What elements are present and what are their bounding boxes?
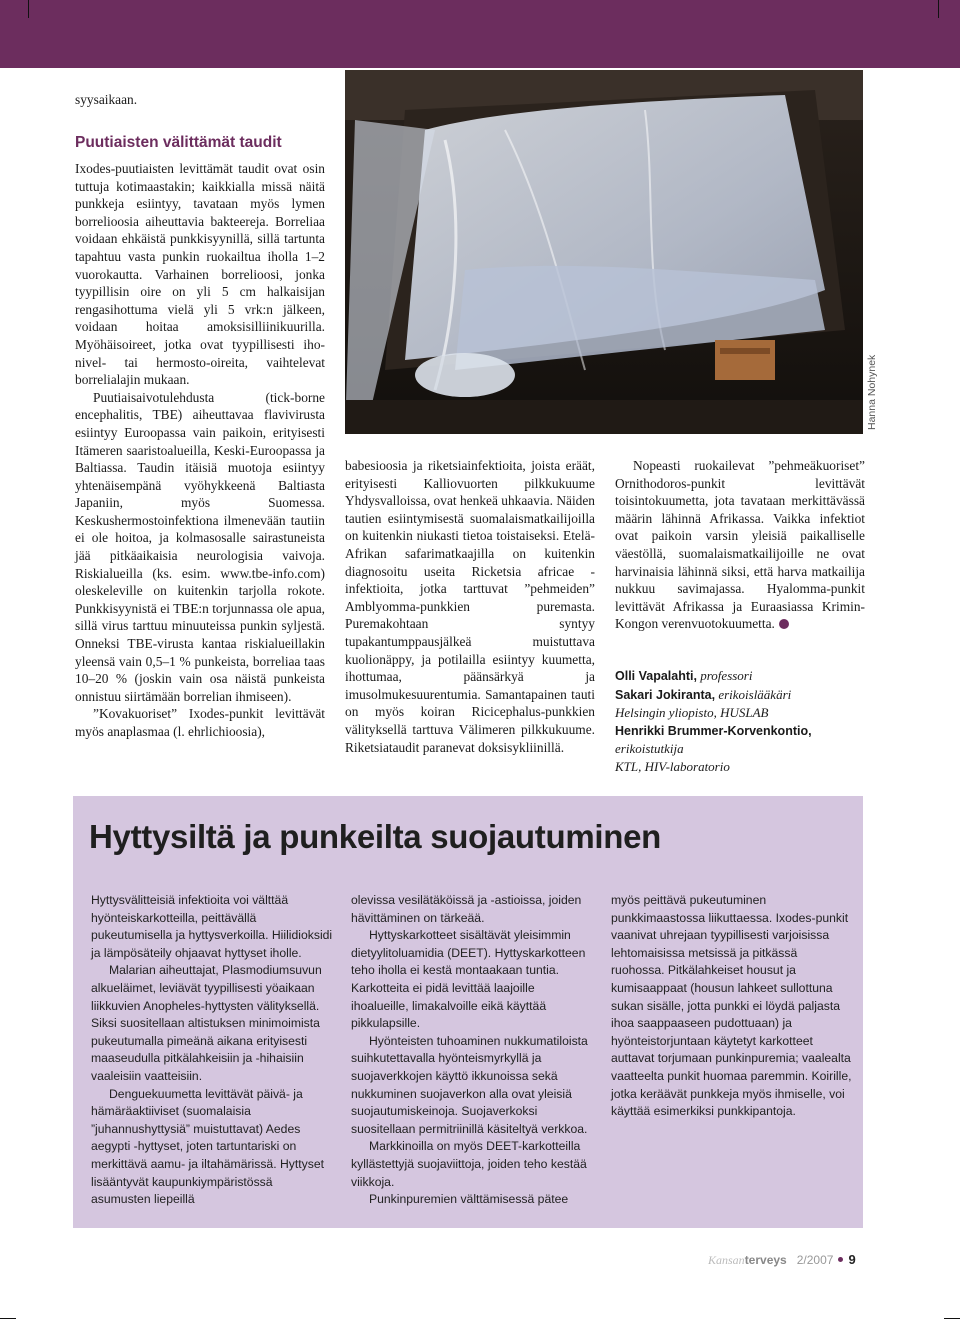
box-column-3 (611, 892, 853, 1121)
paragraph-with-end-mark (615, 457, 865, 633)
info-box (73, 796, 863, 1228)
paragraph: myös peittävä pukeutuminen punkkimaastossa liikuttaessa. Ixodes-punkit vaanivat uhrejaan tyypillisesti varjoisissa lehtomaisissa metsissä ja pitkässä ruohossa. Pitkälahkeiset housut ja kumisaappaat (housun lahkeet sullottuna sukan sisälle, jotta punkki ei löydä paljasta ihoa saappaaseen pudottuaan) ja hyönteistorjuntaan käytetyt karkotteet auttavat torjumaan punkinpuremia; vaalealta vaatteelta punkit huomaa paremmin. Koirille, jotka keräävät punkkeja myös ihmiselle, voi käyttää esimerkiksi punkkipantoja. (611, 893, 852, 1119)
paragraph: Ixodes-puutiaisten levittämät taudit ovat osin tuttuja kotimaastakin; kaikkialla missä näitä punkkeja esiintyy, tavataan myös lymen borrelioosia aiheuttavia bakteereja. Borreliaa voidaan ehkäistä punkkisyynillä, sillä tartunta tapahtuu vasta punkin ruokailtua iholla 1–2 vuorokautta. Varhainen borrelioosi, jonka tyypillisin oire on yli 5 cm halkaisijan rengasihottuma vielä yli 5 vrk:n jälkeen, voidaan hoitaa amoksisilliinikuurilla. Myöhäisoireet, jotka ovat tyypillisesti iho- nivel- tai hermosto-oireita, vaihtelevat borrelialajin mukaan. (75, 161, 325, 388)
magazine-name-part1: Kansan (708, 1253, 745, 1267)
lede-text: syysaikaan. (75, 92, 138, 107)
paragraph: Malarian aiheuttajat, Plasmodiumsuvun alkueläimet, leviävät tyypillisesti yöaikaan liikkuvien Anopheles-hyttysten välityksellä. Siksi suositellaan altistuksen minimoimista pukeutumalla pimeänä aikana erityisesti maaseudulla pitkälahkeisiin ja -hihaisiin vaaleisiin vaatteisiin. (91, 963, 322, 1083)
page-number: 9 (848, 1252, 856, 1267)
box-column-1 (91, 892, 333, 1209)
paragraph: Puutiaisaivotulehdusta (tick-borne encephalitis, TBE) aiheuttavaa flavivirusta esiintyy Euroopassa vain paikoin, erityisesti Itämeren saaristoalueilla, Keski-Euroopassa ja Baltiassa. Taudin itäisiä muotoja esiintyy yhtenäisempänä vyöhykkeenä Baltiasta Japaniin, myös Suomessa. Keskushermostoinfektiona ilmenevään tautiin ei ole hoitoa, ja kolmasosalle sairastuneista jää pitkäaikaisia neurologisia vaivoja. Riskialueilla (ks. esim. www.tbe-info.com) oleskeleville on kuitenkin tarjolla rokote. Punkkisyynistä ei TBE:n torjunnassa ole apua, sillä virus tarttuu minuuteissa punkin syljestä. Onneksi TBE-virusta kantaa riskialueillakin yleensä vain 0,5–1 % punkeista, borreliaa taas 10–20 % (joskin vain osa näistä punkeista onnistuu siirtämään borrelian ihmiseen). (75, 389, 325, 704)
crop-mark (0, 1318, 16, 1319)
author-line: Sakari Jokiranta, erikoislääkäri (615, 686, 792, 702)
right-column (615, 457, 865, 633)
crop-mark (944, 1318, 960, 1319)
paragraph: babesioosia ja riketsiainfektioita, joista eräät, erityisesti Kalliovuorten pilkkukuume Yhdysvalloissa, ovat henkeä uhkaavia. Näiden tautien esiintymisestä suomalaismatkailijoilla on kuitenkin niukasti tietoa toistaiseksi. Etelä-Afrikan safarimatkaajilla on kuitenkin diagnosoitu useita Ricketsia africae -infektioita, jotka tarttuvat ”pehmeiden” Amblyomma-punkkien puremasta. Puremakohtaan syntyy tupakantumppausjälkeä muistuttava kuolionäppy, ja potilailla esiintyy kuumetta, ihottumaa, päänsärkyä ja imusolmukesuurentumia. Samantapainen tauti on myös koiran Ricicephalus-punkkien välityksellä tarttuva Välimeren pilkkukuume. Riketsiataudit paranevat doksisykliinillä. (345, 458, 595, 755)
author-line: Helsingin yliopisto, HUSLAB (615, 705, 769, 721)
paragraph: Hyttyskarkotteet sisältävät yleisimmin dietyylitoluamidia (DEET). Hyttyskarkotteen teho iholla ei kestä montaakaan tuntia. Karkotteita ei pidä levittää laajoille ihoalueille, limakalvoille eikä käyttää pikkulapsille. (351, 928, 586, 1031)
paragraph: Punkinpuremien välttämisessä pätee (369, 1192, 569, 1207)
section-heading: Puutiaisten välittämät taudit (75, 134, 282, 151)
author-block (615, 667, 865, 776)
paragraph: olevissa vesilätäköissä ja -astioissa, joiden hävittäminen on tärkeää. (351, 893, 582, 925)
page-footer (708, 1252, 856, 1268)
magazine-name-part2: terveys (744, 1253, 787, 1267)
paragraph: Hyttysvälitteisiä infektioita voi välttää hyönteiskarkotteilla, peittävällä pukeutumisella ja hyttysverkoilla. Hiilidioksidi ja lämpösäteily ohjaavat hyttyset iholle. (91, 893, 333, 960)
end-of-article-bullet-icon (779, 619, 789, 629)
paragraph: Hyönteisten tuhoaminen nukkumatiloista suihkutettavalla hyönteismyrkyllä ja suojaverkkojen käyttö ikkunoissa sekä nukkuminen suojaverkon alla ovat yleisiä suojautumiskeinoja. Suojaverkoksi suositellaan permitriinillä käsiteltyä verkkoa. (351, 1033, 588, 1136)
paragraph: Nopeasti ruokailevat ”pehmeäkuoriset” Ornithodoros-punkit levittävät toisintokuumetta, jota tavataan merkittävässä määrin lähinnä Afrikassa. Vaikka infektiot ovat paikoin varsin yleisiä paikalliselle väestöllä, suomalaismatkailijoille ne ovat harvinaisia lähinnä siksi, että harva matkailija nukkuu savimajassa. Hyalomma-punkit levittävät Afrikassa ja Euraasiassa Krimin-Kongon verenvuotokuumetta. (615, 458, 865, 632)
issue-number: 2/2007 (796, 1253, 834, 1267)
photo-credit: Hanna Nohynek (866, 354, 878, 430)
top-color-band (0, 0, 960, 68)
author-line: Olli Vapalahti, professori (615, 668, 753, 683)
paragraph: Markkinoilla on myös DEET-karkotteilla kyllästettyjä suojaviittoja, joiden teho kestää viikkoja. (351, 1139, 587, 1189)
author-line: KTL, HIV-laboratorio (615, 758, 730, 774)
box-title: Hyttysiltä ja punkeilta suojautuminen (89, 818, 662, 855)
paragraph: Denguekuumetta levittävät päivä- ja hämäräaktiiviset (suomalaisia ”juhannushyttysiä” muistuttavat) Aedes aegypti -hyttyset, joten tartuntariski on merkittävä aamu- ja iltahämärissä. Hyttyset lisääntyvät kaupunkiympäristössä asumusten liepeillä (91, 1086, 324, 1207)
left-column (75, 160, 325, 741)
crop-mark (28, 0, 29, 18)
author-line: Henrikki Brummer-Korvenkontio, erikoistutkija (615, 723, 812, 757)
box-column-2 (351, 892, 593, 1209)
crop-mark (938, 0, 939, 18)
footer-dot-icon (838, 1257, 843, 1262)
middle-column (345, 457, 595, 756)
mosquito-net-photo (345, 70, 863, 434)
paragraph: ”Kovakuoriset” Ixodes-punkit levittävät myös anaplasmaa (l. ehrlichioosia), (75, 706, 325, 739)
mosquito-net-illustration (345, 70, 863, 434)
